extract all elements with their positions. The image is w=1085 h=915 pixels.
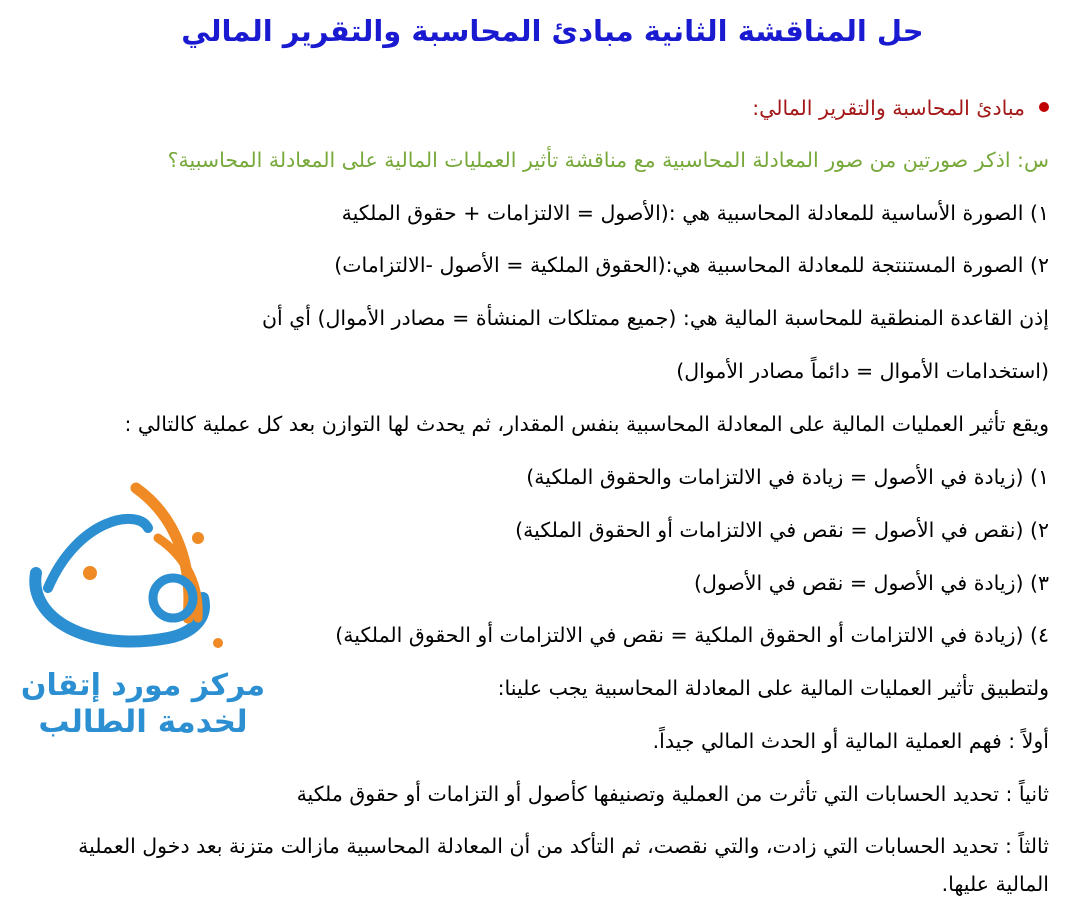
paragraph-line: ويقع تأثير العمليات المالية على المعادلة المحاسبية بنفس المقدار، ثم يحدث لها التوازن بعد كل عملية كالتالي :	[124, 412, 1049, 436]
logo-mark-icon	[18, 478, 268, 668]
paragraph-line: ولتطبيق تأثير العمليات المالية على المعادلة المحاسبية يجب علينا:	[497, 676, 1049, 700]
paragraph-line: ١) الصورة الأساسية للمعادلة المحاسبية هي :(الأصول = الالتزامات + حقوق الملكية	[341, 201, 1049, 225]
list-item: ١) (زيادة في الأصول = زيادة في الالتزامات والحقوق الملكية)	[526, 465, 1049, 489]
bullet-icon	[1039, 102, 1049, 112]
section-heading	[20, 95, 1049, 121]
logo-line2: لخدمة الطالب	[38, 704, 248, 740]
list-item: ٢) (نقص في الأصول = نقص في الالتزامات أو الحقوق الملكية)	[515, 518, 1049, 542]
section-heading-text: مبادئ المحاسبة والتقرير المالي:	[752, 96, 1025, 120]
list-item: ٣) (زيادة في الأصول = نقص في الأصول)	[693, 571, 1049, 595]
logo-line1: مركز مورد إتقان	[20, 668, 266, 703]
paragraph-line: أولاً : فهم العملية المالية أو الحدث المالي جيداً.	[652, 729, 1049, 753]
page-title: حل المناقشة الثانية مبادئ المحاسبة والتقرير المالي	[181, 14, 924, 48]
paragraph-line: (استخدامات الأموال = دائماً مصادر الأموال)	[676, 359, 1049, 383]
paragraph-line: ثانياً : تحديد الحسابات التي تأثرت من العملية وتصنيفها كأصول أو التزامات أو حقوق ملكية	[296, 782, 1049, 806]
question-text: س: اذكر صورتين من صور المعادلة المحاسبية مع مناقشة تأثير العمليات المالية على المعادلة المحاسبية؟	[167, 148, 1049, 172]
paragraph-line: ثالثاً : تحديد الحسابات التي زادت، والتي نقصت، ثم التأكد من أن المعادلة المحاسبية مازالت متزنة بعد دخول العملية المالية عليها.	[78, 834, 1049, 896]
paragraph-line: ٢) الصورة المستنتجة للمعادلة المحاسبية هي:(الحقوق الملكية = الأصول -الالتزامات)	[334, 253, 1049, 277]
list-item: ٤) (زيادة في الالتزامات أو الحقوق الملكية = نقص في الالتزامات أو الحقوق الملكية)	[335, 623, 1049, 647]
paragraph-line: إذن القاعدة المنطقية للمحاسبة المالية هي: (جميع ممتلكات المنشأة = مصادر الأموال) أي أن	[262, 306, 1049, 330]
logo	[18, 478, 268, 748]
